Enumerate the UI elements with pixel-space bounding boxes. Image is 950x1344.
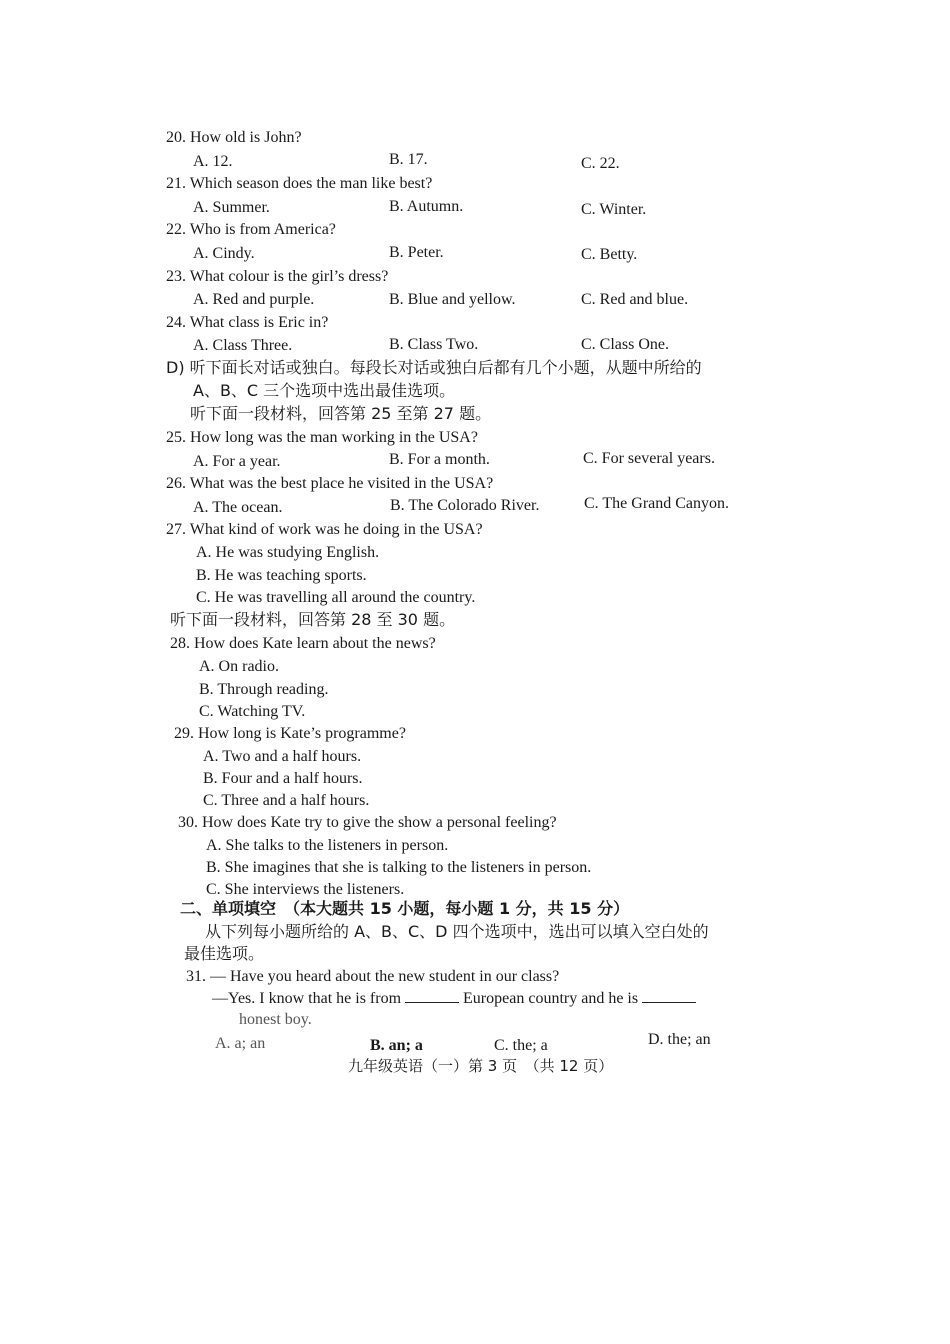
question-31-reply-end: honest boy. [239, 1011, 312, 1028]
option-c: C. 22. [581, 155, 620, 172]
option-a: A. For a year. [193, 453, 281, 470]
question-number: 31. [186, 968, 206, 985]
option-a: A. She talks to the listeners in person. [206, 837, 449, 854]
question-26 [166, 474, 493, 494]
option-b: B. Four and a half hours. [203, 770, 363, 787]
option-a: A. a; an [215, 1035, 266, 1052]
option-c: C. Class One. [581, 336, 669, 353]
reply-text-middle: European country and he is [463, 990, 639, 1007]
option-b: B. Blue and yellow. [389, 291, 516, 308]
option-a: A. The ocean. [193, 499, 283, 516]
option-d: D. the; an [648, 1031, 711, 1048]
option-a: A. Summer. [193, 199, 270, 216]
question-text: What was the best place he visited in the USA? [189, 475, 494, 492]
question-25 [166, 428, 478, 448]
option-b: B. Peter. [389, 244, 444, 261]
sub-instruction: 听下面一段材料，回答第 25 至第 27 题。 [190, 404, 492, 423]
question-number: 28. [170, 635, 190, 652]
answer-blank [642, 988, 696, 1003]
option-a: A. Red and purple. [193, 291, 315, 308]
section-d-instruction: D) 听下面长对话或独白。每段长对话或独白后都有几个小题，从题中所给的 [166, 358, 702, 377]
option-b: B. For a month. [389, 451, 490, 468]
option-c: C. He was travelling all around the country. [196, 589, 476, 606]
option-c: C. For several years. [583, 450, 715, 467]
option-c: C. The Grand Canyon. [584, 495, 730, 512]
question-number: 23. [166, 268, 186, 285]
option-b: B. She imagines that she is talking to the listeners in person. [206, 859, 592, 876]
question-21 [166, 174, 432, 194]
option-b: B. Class Two. [389, 336, 479, 353]
reply-text-start: —Yes. I know that he is from [212, 990, 402, 1007]
option-b: B. 17. [389, 151, 428, 168]
question-text: How old is John? [190, 129, 302, 146]
question-text: How does Kate try to give the show a personal feeling? [202, 814, 557, 831]
option-a: A. Two and a half hours. [203, 748, 362, 765]
question-text: Which season does the man like best? [189, 175, 433, 192]
option-c: C. Watching TV. [199, 703, 306, 720]
option-a: A. On radio. [199, 658, 279, 675]
question-number: 26. [166, 475, 186, 492]
option-c: C. Red and blue. [581, 291, 689, 308]
page-footer: 九年级英语（一）第 3 页 （共 12 页） [348, 1057, 614, 1075]
question-29 [174, 724, 406, 744]
question-28 [170, 634, 436, 654]
option-a: A. Cindy. [193, 245, 255, 262]
question-27 [166, 520, 483, 540]
option-a: A. 12. [193, 153, 233, 170]
question-number: 29. [174, 725, 194, 742]
question-text: How long was the man working in the USA? [190, 429, 478, 446]
question-text: — Have you heard about the new student in our class? [210, 968, 560, 985]
question-31 [186, 967, 559, 987]
option-b: B. The Colorado River. [390, 497, 540, 514]
option-b: B. He was teaching sports. [196, 567, 367, 584]
option-c: C. Winter. [581, 201, 647, 218]
option-c: C. Three and a half hours. [203, 792, 370, 809]
question-number: 20. [166, 129, 186, 146]
question-text: Who is from America? [189, 221, 336, 238]
sub-instruction: 听下面一段材料，回答第 28 至 30 题。 [170, 610, 456, 629]
question-31-reply [212, 988, 696, 1009]
question-text: What kind of work was he doing in the USA? [189, 521, 483, 538]
question-number: 25. [166, 429, 186, 446]
question-number: 24. [166, 314, 186, 331]
option-b: B. an; a [370, 1037, 423, 1054]
answer-blank [405, 988, 459, 1003]
question-number: 21. [166, 175, 186, 192]
option-c: C. Betty. [581, 246, 638, 263]
section-2-instruction-cont: 最佳选项。 [184, 944, 265, 963]
question-24 [166, 313, 328, 333]
question-22 [166, 220, 336, 240]
question-number: 27. [166, 521, 186, 538]
option-c: C. the; a [494, 1037, 548, 1054]
section-2-title: 二、单项填空 （本大题共 15 小题，每小题 1 分，共 15 分） [180, 899, 630, 918]
section-d-instruction-cont: A、B、C 三个选项中选出最佳选项。 [193, 381, 456, 400]
option-b: B. Autumn. [389, 198, 464, 215]
question-30 [178, 813, 557, 833]
option-b: B. Through reading. [199, 681, 329, 698]
option-a: A. He was studying English. [196, 544, 380, 561]
question-23 [166, 267, 388, 287]
option-c: C. She interviews the listeners. [206, 881, 405, 898]
option-a: A. Class Three. [193, 337, 293, 354]
question-text: How long is Kate’s programme? [198, 725, 406, 742]
question-number: 22. [166, 221, 186, 238]
question-20 [166, 128, 302, 148]
question-number: 30. [178, 814, 198, 831]
question-text: What colour is the girl’s dress? [189, 268, 389, 285]
section-2-instruction: 从下列每小题所给的 A、B、C、D 四个选项中，选出可以填入空白处的 [205, 922, 709, 941]
question-text: How does Kate learn about the news? [194, 635, 436, 652]
question-text: What class is Eric in? [189, 314, 329, 331]
